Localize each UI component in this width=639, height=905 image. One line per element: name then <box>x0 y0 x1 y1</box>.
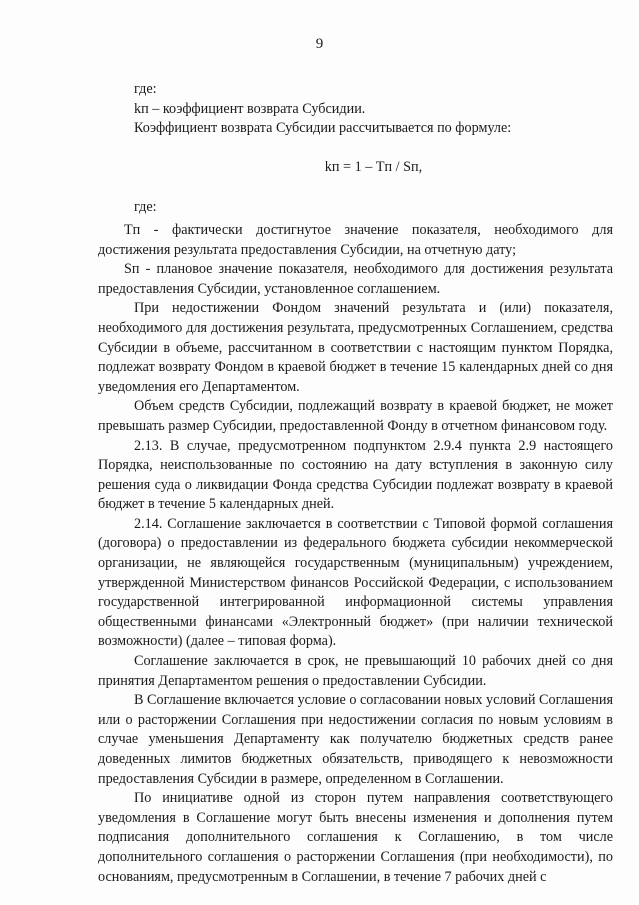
paragraph-2-13: 2.13. В случае, предусмотренном подпунктом 2.9.4 пункта 2.9 настоящего Порядка, неиспользованные по состоянию на дату вступления в законную силу решения суда о ликвидации Фонда средства Субсидии подлежат возврату в краевой бюджет в течение 5 календарных дней. <box>98 437 613 513</box>
page-body <box>98 80 613 887</box>
paragraph-non-achievement: При недостижении Фондом значений результата и (или) показателя, необходимого для достижения результата, предусмотренных Соглашением, средства Субсидии в объеме, рассчитанном в соответствии с настоящим пунктом Порядка, подлежат возврату Фондом в краевой бюджет в течение 15 календарных дней со дня уведомления его Департаментом. <box>98 300 613 395</box>
page-number: 9 <box>315 36 324 52</box>
paragraph-agreement-term: Соглашение заключается в срок, не превышающий 10 рабочих дней со дня принятия Департаментом решения о предоставлении Субсидии. <box>98 653 613 689</box>
kn-definition: kп – коэффициент возврата Субсидии. <box>134 100 366 117</box>
paragraph-amendments: По инициативе одной из сторон путем направления соответствующего уведомления в Соглашение могут быть внесены изменения и дополнения путем подписания дополнительного соглашения к Соглашению, в том числе дополнительного соглашения о расторжении Соглашения (при необходимости), по основаниям, предусмотренным в Соглашении, в течение 7 рабочих дней с <box>98 790 613 885</box>
where-label: где: <box>134 81 157 97</box>
sn-definition: Sп - плановое значение показателя, необходимого для достижения результата предоставления Субсидии, установленное соглашением. <box>98 261 613 297</box>
paragraph-return-volume: Объем средств Субсидии, подлежащий возврату в краевой бюджет, не может превышать размер Субсидии, предоставленной Фонду в отчетном финансовом году. <box>98 398 613 434</box>
paragraph-agreement-conditions: В Соглашение включается условие о согласовании новых условий Соглашения или о расторжении Соглашения при недостижении согласия по новым условиям в случае уменьшения Департаменту как получателю бюджетных средств ранее доведенных лимитов бюджетных обязательств, приводящего к невозможности предоставления Субсидии в размере, определенном в Соглашении. <box>98 692 613 787</box>
where-label-2: где: <box>134 199 157 216</box>
return-coefficient-formula: kп = 1 – Tп / Sп, <box>324 158 423 175</box>
tn-definition: Tп - фактически достигнутое значение показателя, необходимого для достижения результата предоставления Субсидии, на отчетную дату; <box>98 221 613 258</box>
formula-intro: Коэффициент возврата Субсидии рассчитывается по формуле: <box>134 120 512 137</box>
paragraph-2-14: 2.14. Соглашение заключается в соответствии с Типовой формой соглашения (договора) о предоставлении из федерального бюджета субсидии некоммерческой организации, не являющейся государственным (муниципальным) учреждением, утвержденной Министерством финансов Российской Федерации, с использованием государственной интегрированной информационной системы управления общественными финансами «Электронный бюджет» (при наличии технической возможности) (далее – типовая форма). <box>98 515 613 650</box>
